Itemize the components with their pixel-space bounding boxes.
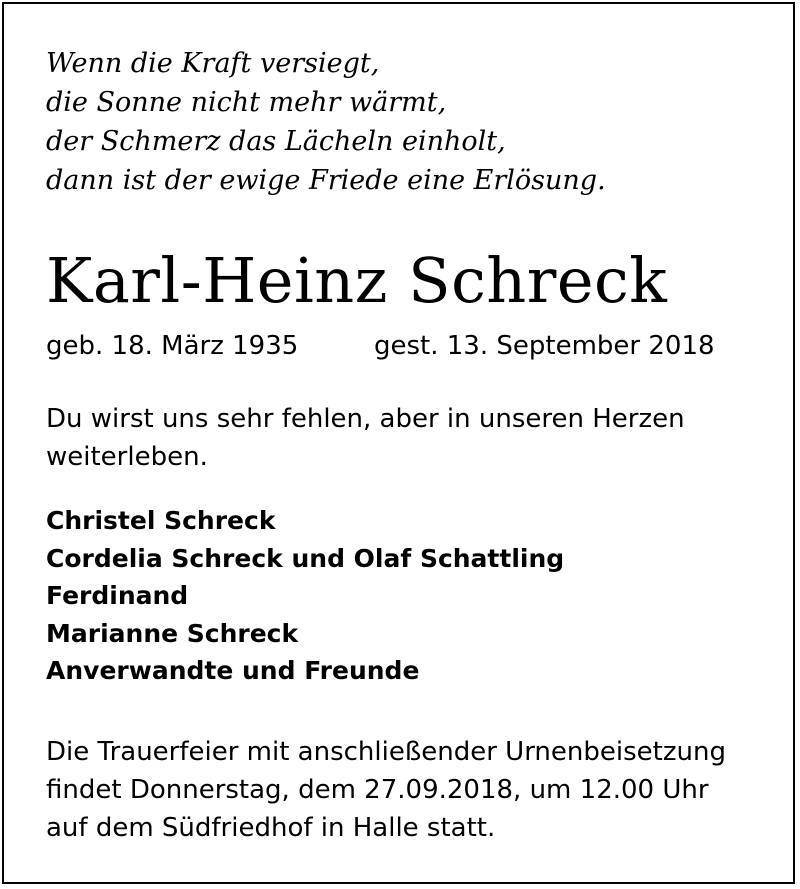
farewell-message: Du wirst uns sehr fehlen, aber in unseren Herzen weiterleben. — [46, 404, 685, 472]
poem-line: der Schmerz das Lächeln einholt, — [46, 126, 506, 157]
poem-line: dann ist der ewige Friede eine Erlösung. — [46, 165, 606, 196]
service-line: auf dem Südfriedhof in Halle statt. — [46, 813, 496, 843]
service-line: Die Trauerfeier mit anschließender Urnenbeisetzung — [46, 737, 726, 767]
mourner: Anverwandte und Freunde — [46, 656, 420, 685]
funeral-service-info — [46, 733, 726, 847]
life-dates — [46, 328, 715, 364]
mourner: Christel Schreck — [46, 506, 276, 535]
mourners-list — [46, 502, 564, 690]
mourner: Ferdinand — [46, 581, 189, 610]
service-line: findet Donnerstag, dem 27.09.2018, um 12.00 Uhr — [46, 775, 709, 805]
poem-line: die Sonne nicht mehr wärmt, — [46, 87, 447, 118]
poem — [46, 44, 606, 200]
mourner: Marianne Schreck — [46, 618, 299, 648]
deceased-name: Karl-Heinz Schreck — [46, 244, 668, 317]
poem-line: Wenn die Kraft versiegt, — [46, 48, 380, 79]
birth-date: geb. 18. März 1935 — [46, 331, 299, 361]
mourner: Cordelia Schreck und Olaf Schattling — [46, 543, 565, 573]
death-date: gest. 13. September 2018 — [374, 331, 715, 361]
